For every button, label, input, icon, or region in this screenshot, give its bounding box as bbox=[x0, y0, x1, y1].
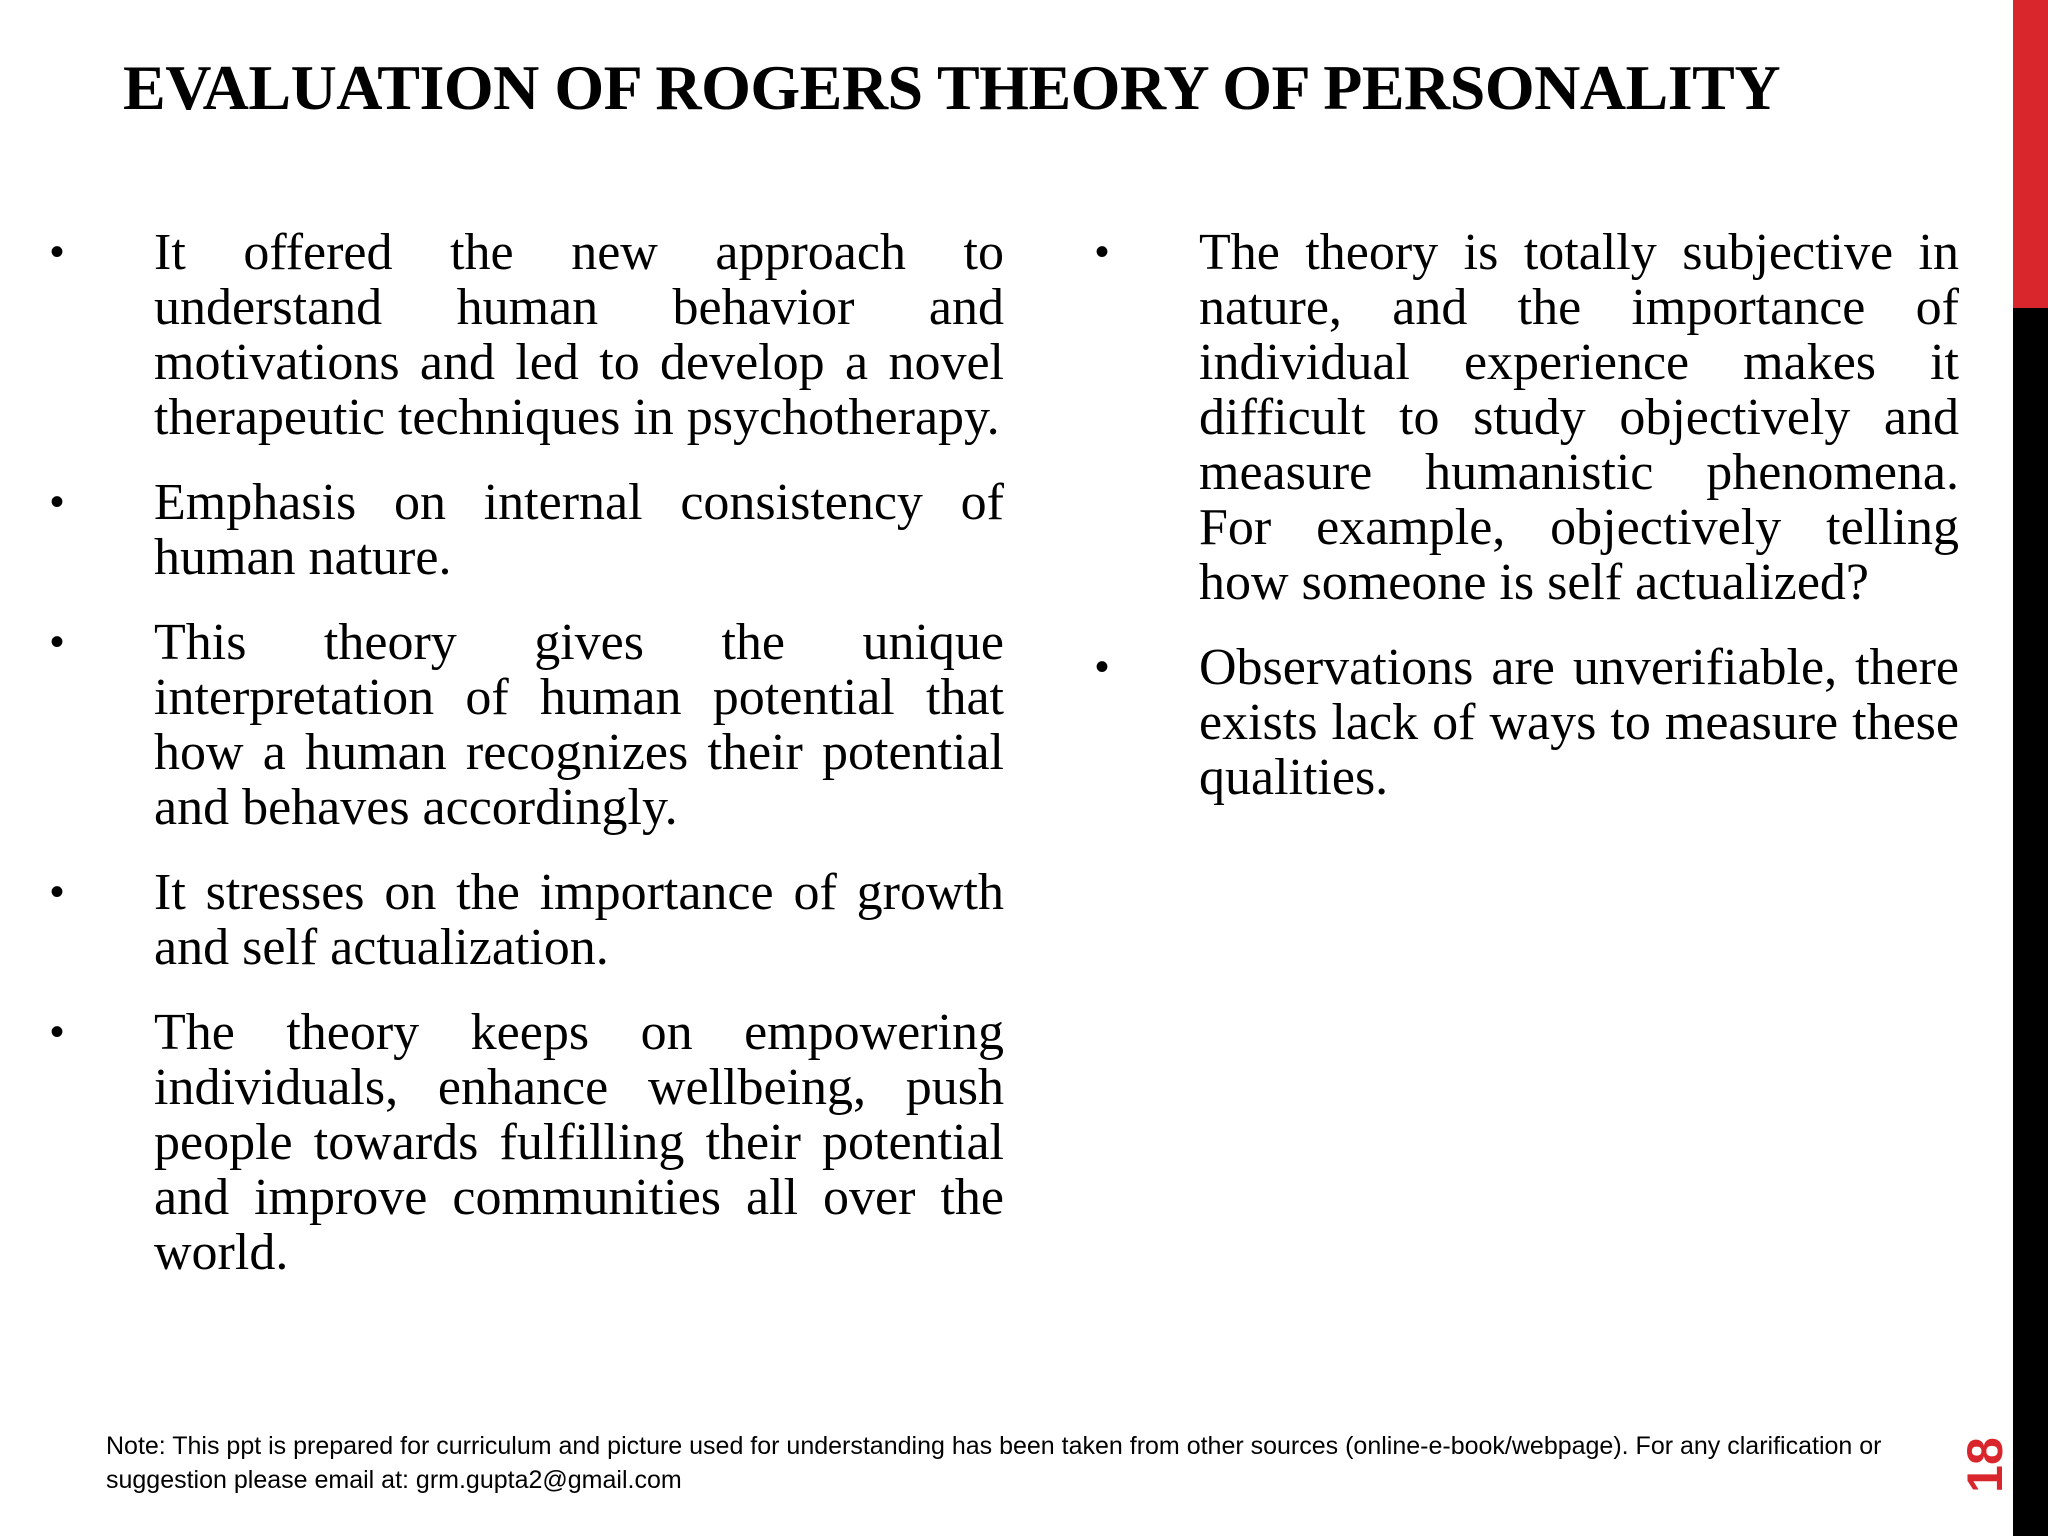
bullet-icon: • bbox=[1095, 230, 1110, 274]
bullet-icon: • bbox=[1095, 645, 1110, 689]
left-bullet-list bbox=[46, 225, 1004, 1310]
left-bullet-item-5 bbox=[46, 1005, 1004, 1280]
bullet-icon: • bbox=[50, 1010, 65, 1054]
right-bullet-list bbox=[1091, 225, 1959, 835]
bullet-text: This theory gives the unique interpretation of human potential that how a human recognizes their potential and behaves accordingly. bbox=[154, 614, 1004, 836]
bullet-icon: • bbox=[50, 230, 65, 274]
bullet-text: It offered the new approach to understand human behavior and motivations and led to develop a novel therapeutic techniques in psychotherapy. bbox=[154, 224, 1004, 446]
left-bullet-item-2 bbox=[46, 475, 1004, 585]
bullet-text: The theory keeps on empowering individuals, enhance wellbeing, push people towards fulfilling their potential and improve communities all over the world. bbox=[154, 1004, 1004, 1281]
bullet-icon: • bbox=[50, 620, 65, 664]
bullet-text: It stresses on the importance of growth and self actualization. bbox=[154, 864, 1004, 976]
bullet-text: Observations are unverifiable, there exists lack of ways to measure these qualities. bbox=[1199, 639, 1959, 806]
footer-note: Note: This ppt is prepared for curriculum and picture used for understanding has been taken from other sources (online-e-book/webpage). For any clarification or suggestion please email at: grm.gupta2@gmail.com bbox=[106, 1432, 1882, 1494]
bullet-text: The theory is totally subjective in nature, and the importance of individual experience makes it difficult to study objectively and measure humanistic phenomena. For example, objectively telling how someone is self actualized? bbox=[1199, 224, 1959, 611]
left-bullet-item-4 bbox=[46, 865, 1004, 975]
right-bullet-item-2 bbox=[1091, 640, 1959, 805]
right-bullet-item-1 bbox=[1091, 225, 1959, 610]
side-bar-red bbox=[2013, 0, 2048, 308]
left-bullet-item-3 bbox=[46, 615, 1004, 835]
bullet-icon: • bbox=[50, 870, 65, 914]
bullet-icon: • bbox=[50, 480, 65, 524]
side-bar-black bbox=[2013, 308, 2048, 1536]
slide-title: EVALUATION OF ROGERS THEORY OF PERSONALITY bbox=[123, 52, 1781, 123]
page-number: 18 bbox=[1957, 1437, 2013, 1493]
left-bullet-item-1 bbox=[46, 225, 1004, 445]
bullet-text: Emphasis on internal consistency of human nature. bbox=[154, 474, 1004, 586]
